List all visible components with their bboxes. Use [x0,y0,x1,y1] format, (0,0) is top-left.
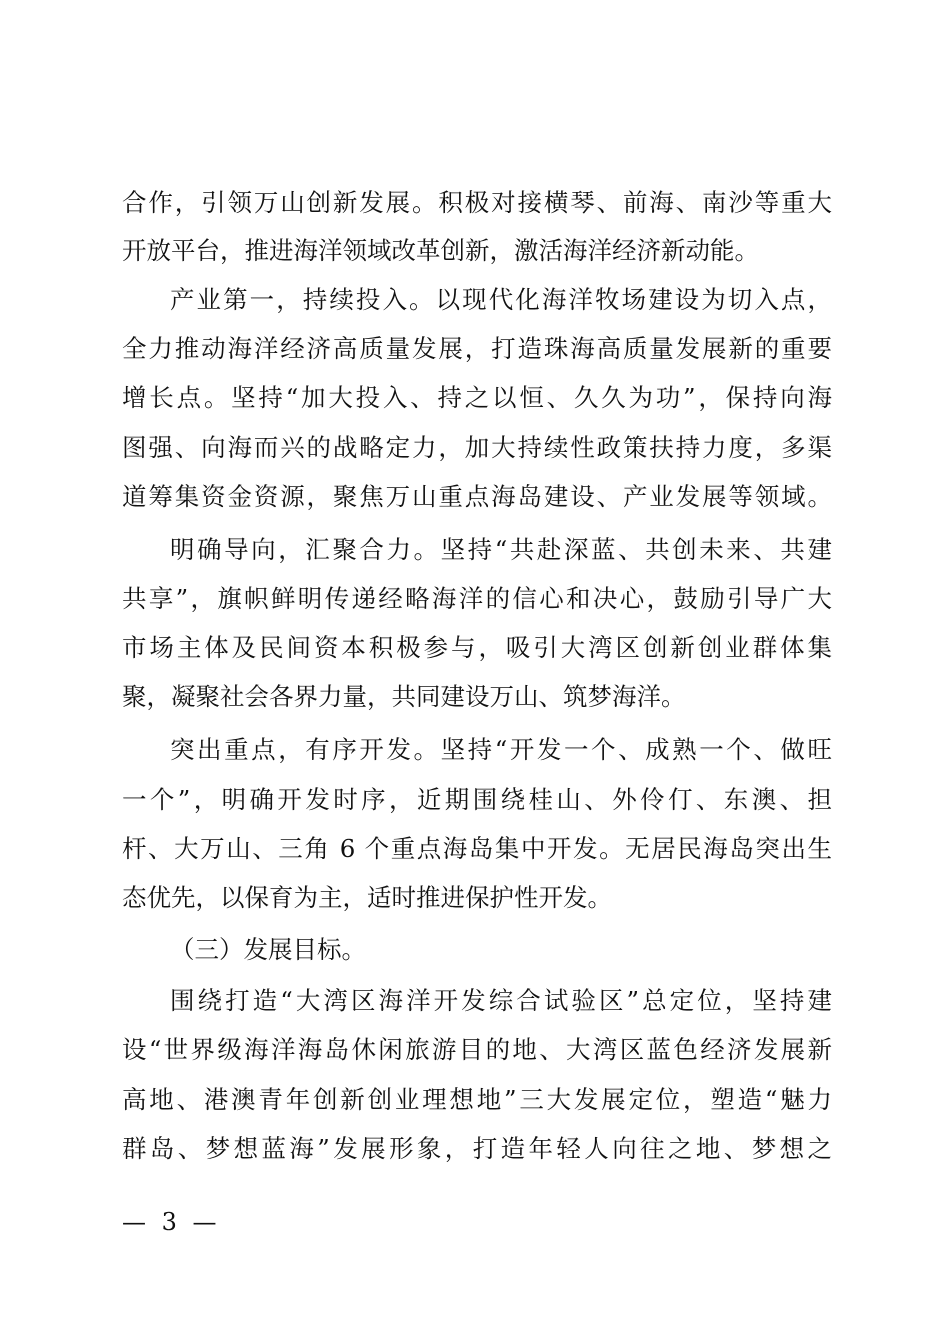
paragraph-start-line: 产业第一，持续投入。以现代化海洋牧场建设为切入点， [170,285,832,314]
page-number: — 3 — [122,1208,221,1236]
paragraph-start-line: 明确导向，汇聚合力。坚持“共赴深蓝、共创未来、共建 [170,535,832,564]
text-line: 一个”，明确开发时序，近期围绕桂山、外伶仃、东澳、担 [122,785,832,814]
text-line: 聚，凝聚社会各界力量，共同建设万山、筑梦海洋。 [122,682,686,711]
text-line: 开放平台，推进海洋领域改革创新，激活海洋经济新动能。 [122,236,759,265]
text-line: 共享”，旗帜鲜明传递经略海洋的信心和决心，鼓励引导广大 [122,584,832,613]
paragraph-start-line: 突出重点，有序开发。坚持“开发一个、成熟一个、做旺 [170,735,832,764]
text-line: 设“世界级海洋海岛休闲旅游目的地、大湾区蓝色经济发展新 [122,1035,832,1064]
text-line: 全力推动海洋经济高质量发展，打造珠海高质量发展新的重要 [122,334,832,363]
paragraph-start-line: 围绕打造“大湾区海洋开发综合试验区”总定位，坚持建 [170,986,832,1015]
text-line: 群岛、梦想蓝海”发展形象，打造年轻人向往之地、梦想之 [122,1134,832,1163]
text-line: 图强、向海而兴的战略定力，加大持续性政策扶持力度，多渠 [122,433,832,462]
text-line: 合作，引领万山创新发展。积极对接横琴、前海、南沙等重大 [122,188,832,217]
text-line: 道筹集资金资源，聚焦万山重点海岛建设、产业发展等领域。 [122,482,832,511]
text-line: 增长点。坚持“加大投入、持之以恒、久久为功”，保持向海 [122,383,832,412]
text-line: 杆、大万山、三角 6 个重点海岛集中开发。无居民海岛突出生 [122,834,832,863]
section-heading: （三）发展目标。 [170,935,366,964]
text-line: 高地、港澳青年创新创业理想地”三大发展定位，塑造“魅力 [122,1085,832,1114]
text-line: 态优先，以保育为主，适时推进保护性开发。 [122,883,612,912]
text-line: 市场主体及民间资本积极参与，吸引大湾区创新创业群体集 [122,633,832,662]
